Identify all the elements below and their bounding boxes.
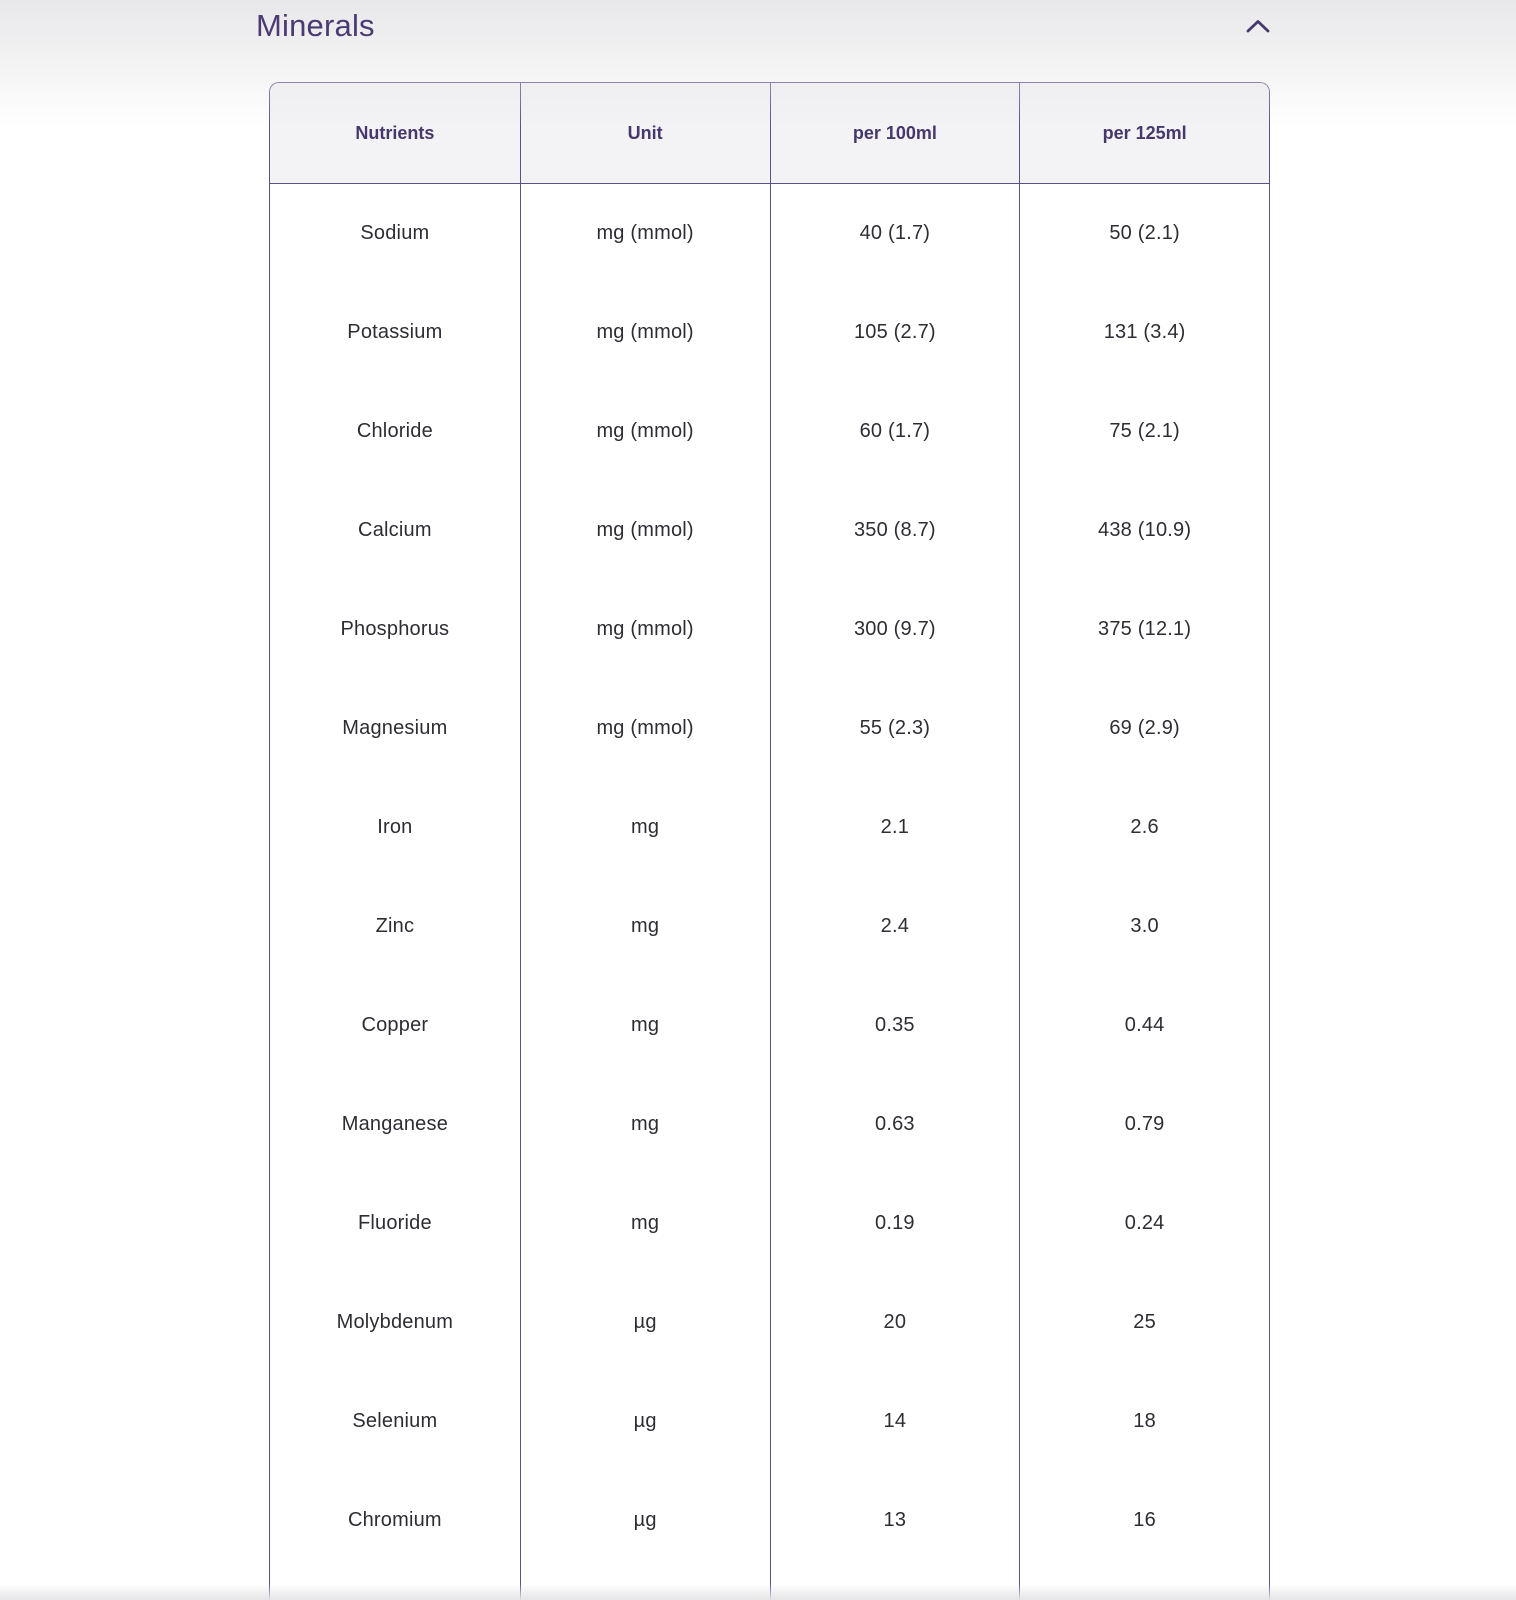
cell-per-100ml: 2.4: [770, 877, 1020, 976]
cell-nutrient: Zinc: [270, 877, 520, 976]
cell-nutrient: Iron: [270, 778, 520, 877]
cell-per-100ml: 55 (2.3): [770, 679, 1020, 778]
cell-per-100ml: 2.1: [770, 778, 1020, 877]
table-row: [270, 1075, 1269, 1174]
cell-unit: mg (mmol): [520, 679, 770, 778]
cell-nutrient: Fluoride: [270, 1174, 520, 1273]
cell-nutrient: Calcium: [270, 481, 520, 580]
cell-per-100ml: 40 (1.7): [770, 184, 1020, 283]
cell-unit: mg (mmol): [520, 283, 770, 382]
cell-nutrient: Copper: [270, 976, 520, 1075]
table-row: [270, 580, 1269, 679]
cell-nutrient: Molybdenum: [270, 1273, 520, 1372]
cell-per-125ml: 25: [1019, 1273, 1269, 1372]
cell-per-125ml: 2.6: [1019, 778, 1269, 877]
cell-nutrient: Potassium: [270, 283, 520, 382]
cell-per-100ml: 0.19: [770, 1174, 1020, 1273]
cell-per-100ml: 0.63: [770, 1075, 1020, 1174]
cell-per-125ml: 0.79: [1019, 1075, 1269, 1174]
cell-per-100ml: 105 (2.7): [770, 283, 1020, 382]
cell-unit: mg (mmol): [520, 184, 770, 283]
cell-unit: µg: [520, 1273, 770, 1372]
cell-per-125ml: 375 (12.1): [1019, 580, 1269, 679]
column-header-per-125ml: per 125ml: [1019, 83, 1269, 184]
cell-nutrient: Phosphorus: [270, 580, 520, 679]
table-row: [270, 382, 1269, 481]
table-row: [270, 1471, 1269, 1570]
table-row: [270, 184, 1269, 283]
column-header-unit: Unit: [520, 83, 770, 184]
column-header-nutrients: Nutrients: [270, 83, 520, 184]
table-row: [270, 481, 1269, 580]
cell-nutrient: Chromium: [270, 1471, 520, 1570]
cell-per-125ml: 16: [1019, 1471, 1269, 1570]
table-row: [270, 1372, 1269, 1471]
cell-nutrient: Sodium: [270, 184, 520, 283]
cell-unit: mg (mmol): [520, 580, 770, 679]
cell-nutrient: Magnesium: [270, 679, 520, 778]
minerals-table-head: [270, 83, 1269, 184]
cell-per-125ml: 0.24: [1019, 1174, 1269, 1273]
cell-per-125ml: 69 (2.9): [1019, 679, 1269, 778]
table-row-cutoff: [270, 1570, 1269, 1600]
cell-unit: mg: [520, 976, 770, 1075]
cell-unit: mg: [520, 1174, 770, 1273]
cell-unit: mg (mmol): [520, 382, 770, 481]
cell-unit: mg: [520, 1075, 770, 1174]
table-row: [270, 1273, 1269, 1372]
table-row: [270, 877, 1269, 976]
table-row: [270, 976, 1269, 1075]
cell-unit: µg: [520, 1372, 770, 1471]
minerals-table-container: [269, 82, 1270, 1600]
table-row: [270, 1174, 1269, 1273]
cell-per-100ml: 300 (9.7): [770, 580, 1020, 679]
cell-unit: mg (mmol): [520, 481, 770, 580]
cell-per-100ml: 350 (8.7): [770, 481, 1020, 580]
page-title: Minerals: [256, 8, 375, 43]
cell-per-125ml: 438 (10.9): [1019, 481, 1269, 580]
minerals-table-body: [270, 184, 1269, 1600]
cell-per-125ml: 3.0: [1019, 877, 1269, 976]
cell-per-100ml: 14: [770, 1372, 1020, 1471]
cell-unit: mg: [520, 778, 770, 877]
cell-nutrient: Manganese: [270, 1075, 520, 1174]
chevron-up-icon: [1245, 18, 1271, 34]
cell-unit: mg: [520, 877, 770, 976]
cell-per-125ml: 131 (3.4): [1019, 283, 1269, 382]
cell-per-100ml: 20: [770, 1273, 1020, 1372]
cell-per-125ml: 75 (2.1): [1019, 382, 1269, 481]
cell-nutrient: Selenium: [270, 1372, 520, 1471]
cell-unit: µg: [520, 1471, 770, 1570]
table-row: [270, 679, 1269, 778]
minerals-section-header: [256, 8, 1276, 44]
table-row: [270, 283, 1269, 382]
header-row: [270, 83, 1269, 184]
cell-per-100ml: 0.35: [770, 976, 1020, 1075]
minerals-table: [269, 82, 1270, 1600]
collapse-section-button[interactable]: [1240, 8, 1276, 44]
cell-nutrient: Chloride: [270, 382, 520, 481]
column-header-per-100ml: per 100ml: [770, 83, 1020, 184]
cell-per-100ml: 60 (1.7): [770, 382, 1020, 481]
cell-per-100ml: 13: [770, 1471, 1020, 1570]
cell-per-125ml: 50 (2.1): [1019, 184, 1269, 283]
cell-per-125ml: 0.44: [1019, 976, 1269, 1075]
table-row: [270, 778, 1269, 877]
cell-per-125ml: 18: [1019, 1372, 1269, 1471]
